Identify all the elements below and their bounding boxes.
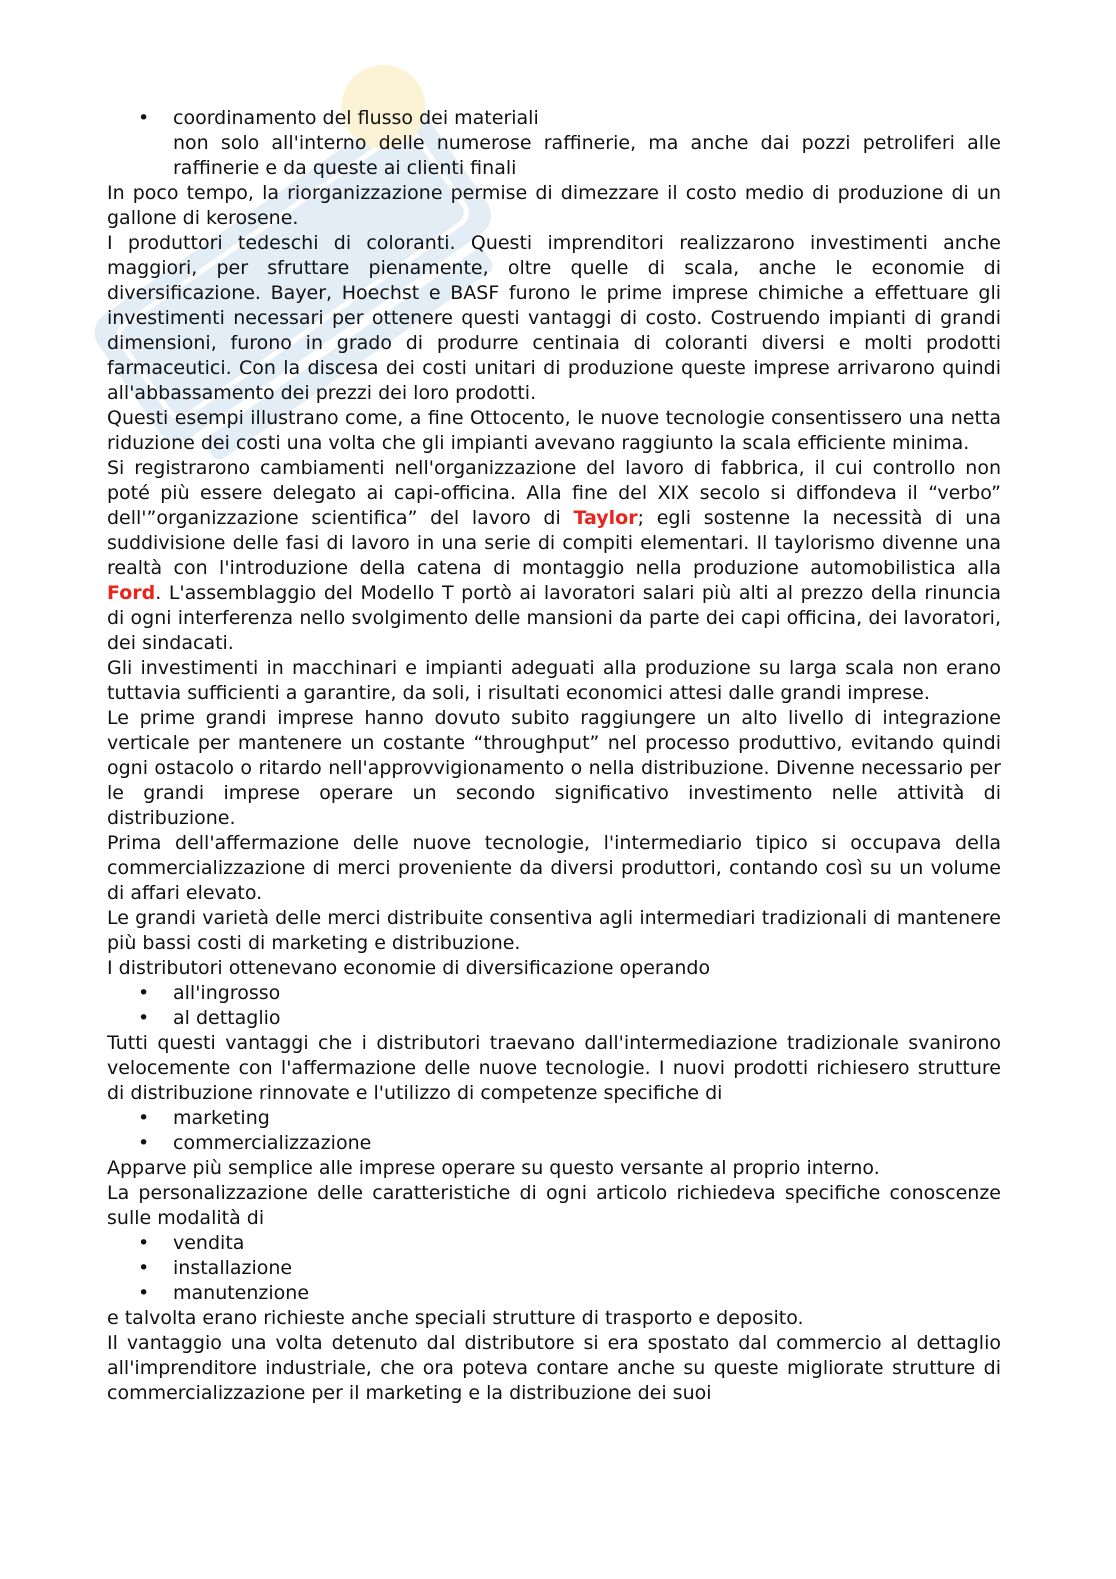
paragraph: Le prime grandi imprese hanno dovuto subito raggiungere un alto livello di integrazione verticale per mantenere un costante “throughput” nel processo produttivo, evitando quindi ogni ostacolo o ritardo nell'approvvigionamento o nella distribuzione. Divenne necessario per le grandi imprese operare un secondo significativo investimento nelle attività di distribuzione. <box>107 707 1001 829</box>
bullet-icon: • <box>138 1107 150 1129</box>
bullet-icon: • <box>138 1232 150 1254</box>
list-item-text: installazione <box>173 1257 293 1279</box>
paragraph: La personalizzazione delle caratteristiche di ogni articolo richiedeva specifiche conoscenze sulle modalità di <box>107 1182 1001 1229</box>
bullet-icon: • <box>138 1282 150 1304</box>
highlight-ford: Ford <box>107 582 156 604</box>
list-item <box>107 1281 1001 1306</box>
paragraph-text: Si registrarono cambiamenti nell'organizzazione del lavoro di fabbrica, il cui controllo non poté più essere delegato ai capi-officina. Alla fine del XIX secolo si diffondeva il “verbo” dell'”organizzazione scientifica” del lavoro di <box>107 457 1001 529</box>
bullet-icon: • <box>138 107 150 129</box>
highlight-taylor: Taylor <box>573 507 638 529</box>
paragraph: Le grandi varietà delle merci distribuite consentiva agli intermediari tradizionali di mantenere più bassi costi di marketing e distribuzione. <box>107 907 1001 954</box>
list-item <box>107 1006 1001 1031</box>
intro-bullet-list <box>107 106 1001 131</box>
paragraph: I produttori tedeschi di coloranti. Questi imprenditori realizzarono investimenti anche maggiori, per sfruttare pienamente, oltre quelle di scala, anche le economie di diversificazione. Bayer, Hoechst e BASF furono le prime imprese chimiche a effettuare gli investimenti necessari per ottenere questi vantaggi di costo. Costruendo impianti di grandi dimensioni, furono in grado di produrre centinaia di coloranti diversi e molti prodotti farmaceutici. Con la discesa dei costi unitari di produzione queste imprese arrivarono quindi all'abbassamento dei prezzi dei loro prodotti. <box>107 232 1001 404</box>
paragraph: I distributori ottenevano economie di diversificazione operando <box>107 957 711 979</box>
list-item-text: all'ingrosso <box>173 982 281 1004</box>
paragraph: Gli investimenti in macchinari e impianti adeguati alla produzione su larga scala non erano tuttavia sufficienti a garantire, da soli, i risultati economici attesi dalle grandi imprese. <box>107 657 1001 704</box>
list-item <box>107 106 1001 131</box>
paragraph-text: ; egli sostenne la necessità di una suddivisione delle fasi di lavoro in una serie di compiti elementari. Il taylorismo divenne una realtà con l'introduzione della catena di montaggio nella produzione automobilistica alla <box>107 507 1002 579</box>
list-item-text: vendita <box>173 1232 245 1254</box>
list-item <box>107 1106 1001 1131</box>
list-item-text: al dettaglio <box>173 1007 281 1029</box>
document-body <box>107 106 1001 1406</box>
paragraph-taylor-ford <box>107 456 1001 656</box>
paragraph: Il vantaggio una volta detenuto dal distributore si era spostato dal commercio al dettaglio all'imprenditore industriale, che ora poteva contare anche su queste migliorate strutture di commercializzazione per il marketing e la distribuzione dei suoi <box>107 1332 1001 1404</box>
bullet-icon: • <box>138 982 150 1004</box>
list-item <box>107 1256 1001 1281</box>
paragraph: Tutti questi vantaggi che i distributori traevano dall'intermediazione tradizionale svanirono velocemente con l'affermazione delle nuove tecnologie. I nuovi prodotti richiesero strutture di distribuzione rinnovate e l'utilizzo di competenze specifiche di <box>107 1032 1001 1104</box>
paragraph: Apparve più semplice alle imprese operare su questo versante al proprio interno. <box>107 1157 880 1179</box>
list-item-text: commercializzazione <box>173 1132 372 1154</box>
list-item <box>107 1131 1001 1156</box>
paragraph: Prima dell'affermazione delle nuove tecnologie, l'intermediario tipico si occupava della commercializzazione di merci proveniente da diversi produttori, contando così su un volume di affari elevato. <box>107 832 1001 904</box>
bullet-icon: • <box>138 1007 150 1029</box>
bullet-icon: • <box>138 1132 150 1154</box>
paragraph: e talvolta erano richieste anche speciali strutture di trasporto e deposito. <box>107 1307 804 1329</box>
paragraph-text: . L'assemblaggio del Modello T portò ai lavoratori salari più alti al prezzo della rinuncia di ogni interferenza nello svolgimento delle mansioni da parte dei capi officina, dei lavoratori, dei sindacati. <box>107 582 1001 654</box>
bullet-list-distribution <box>107 981 1001 1031</box>
bullet-list-modalities <box>107 1231 1001 1306</box>
list-item-text: marketing <box>173 1107 270 1129</box>
paragraph: In poco tempo, la riorganizzazione permise di dimezzare il costo medio di produzione di un gallone di kerosene. <box>107 182 1001 229</box>
bullet-continuation: non solo all'interno delle numerose raffinerie, ma anche dai pozzi petroliferi alle raffinerie e da queste ai clienti finali <box>173 132 1001 179</box>
bullet-icon: • <box>138 1257 150 1279</box>
list-item-text: coordinamento del flusso dei materiali <box>173 107 539 129</box>
bullet-list-competences <box>107 1106 1001 1156</box>
list-item <box>107 1231 1001 1256</box>
list-item <box>107 981 1001 1006</box>
list-item-text: manutenzione <box>173 1282 310 1304</box>
paragraph: Questi esempi illustrano come, a fine Ottocento, le nuove tecnologie consentissero una netta riduzione dei costi una volta che gli impianti avevano raggiunto la scala efficiente minima. <box>107 407 1001 454</box>
